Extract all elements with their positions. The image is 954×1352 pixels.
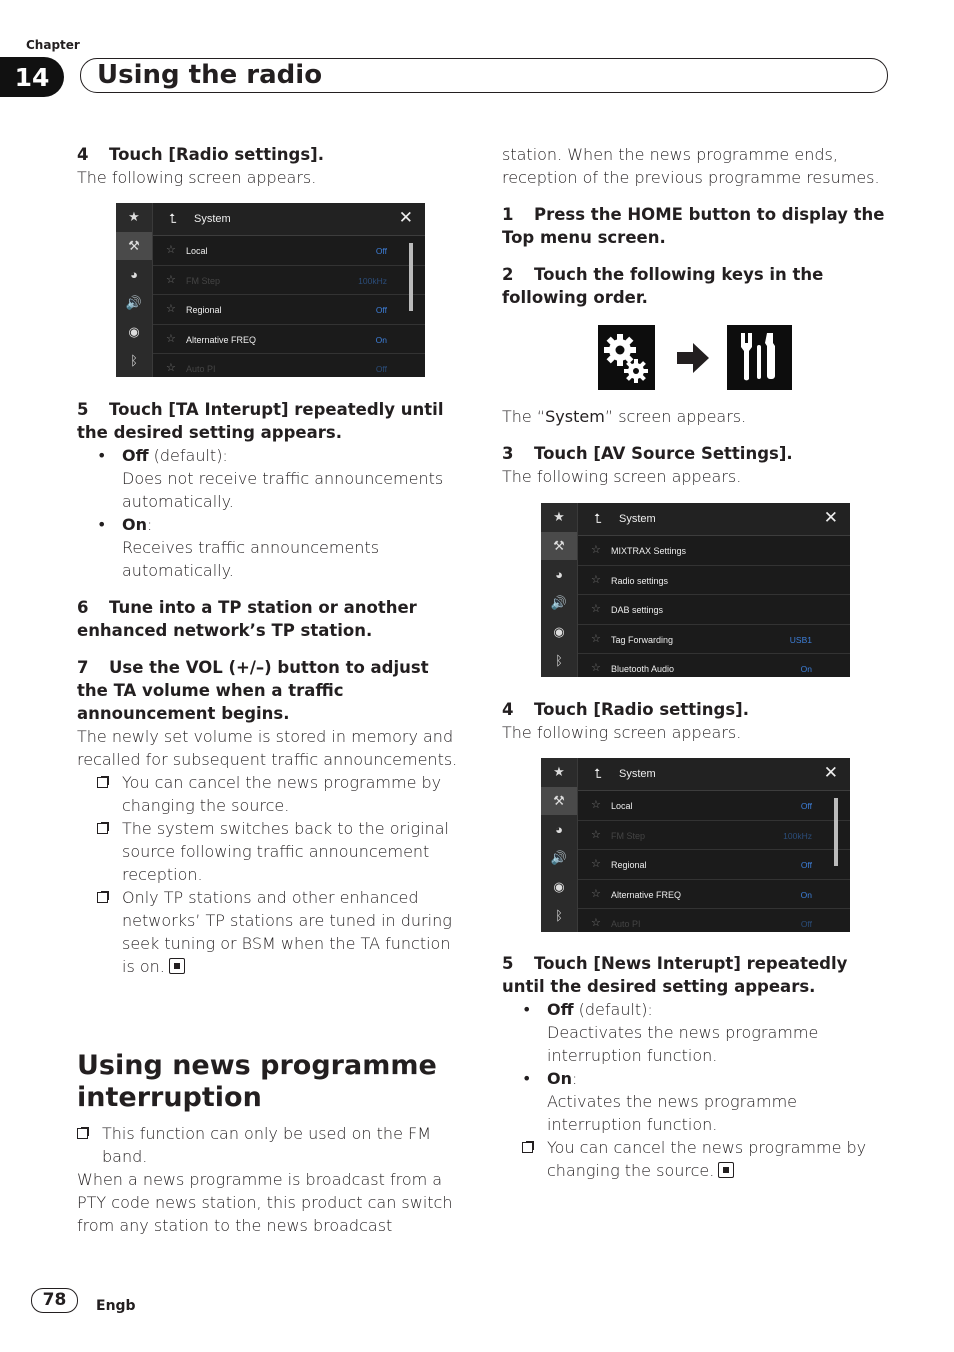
tools-icon: ⚒ xyxy=(116,232,152,261)
settings-row: ☆ Alternative FREQ On xyxy=(578,880,850,910)
star-icon: ☆ xyxy=(166,362,176,374)
note-item: The system switches back to the original source following traffic announcement reception. xyxy=(77,817,465,886)
settings-row: ☆ Tag Forwarding USB1 xyxy=(578,625,850,655)
palette-icon: ◕ xyxy=(555,566,563,582)
close-icon: ✕ xyxy=(398,208,413,227)
tools-icon xyxy=(727,325,792,390)
chapter-title: Using the radio xyxy=(97,60,323,90)
tools-icon: ⚒ xyxy=(541,532,577,561)
screen-sidebar xyxy=(116,203,153,377)
back-icon: ⮤ xyxy=(169,211,177,226)
star-icon: ☆ xyxy=(591,632,601,645)
settings-row: ☆ Auto PI Off xyxy=(153,354,425,377)
screen-title: System xyxy=(619,513,656,525)
settings-row: ☆ Regional Off xyxy=(578,850,850,880)
speaker-icon: 🔊 xyxy=(550,595,568,611)
disc-icon: ◉ xyxy=(553,623,565,639)
note-item: Only TP stations and other enhanced networks’ TP stations are tuned in during seek tuning or BSM when the TA function is on. xyxy=(77,886,465,978)
radio-settings-screenshot xyxy=(116,203,425,377)
settings-row: ☆ Radio settings xyxy=(578,566,850,596)
note-item: You can cancel the news programme by changing the source. xyxy=(502,1136,890,1182)
bullet-item: • On: xyxy=(522,1069,578,1088)
settings-row: ☆ Local Off xyxy=(578,791,850,821)
step-heading: 1 Press the HOME button to display the Top menu screen. xyxy=(502,205,885,247)
step-heading: 4 Touch [Radio settings]. xyxy=(502,700,749,719)
bullet-item: • Off (default): xyxy=(97,446,228,465)
star-icon: ☆ xyxy=(591,603,601,615)
settings-row: ☆ Regional Off xyxy=(153,295,425,325)
bullet-item: • Off (default): xyxy=(522,1000,653,1019)
star-icon: ☆ xyxy=(166,273,176,286)
section-body: When a news programme is broadcast from a PTY code news station, this product can switch from any station to the news broadcast xyxy=(77,1170,453,1235)
left-column-section xyxy=(77,1050,465,1237)
star-icon: ☆ xyxy=(591,544,601,556)
screen-sidebar xyxy=(541,503,578,677)
settings-row: ☆ DAB settings xyxy=(578,595,850,625)
back-icon: ⮤ xyxy=(594,511,602,526)
end-mark-icon xyxy=(169,958,185,974)
close-icon: ✕ xyxy=(823,763,838,782)
star-icon: ★ xyxy=(128,209,140,225)
settings-row: ☆ FM Step 100kHz xyxy=(578,821,850,851)
star-icon: ☆ xyxy=(591,662,601,674)
page-language: Engb xyxy=(96,1298,136,1314)
star-icon: ☆ xyxy=(591,573,601,586)
bullet-desc: Does not receive traffic announcements automatically. xyxy=(122,469,444,511)
star-icon: ☆ xyxy=(591,887,601,900)
speaker-icon: 🔊 xyxy=(125,295,143,311)
step-heading: 4 Touch [Radio settings]. xyxy=(77,145,324,164)
page-number: 78 xyxy=(31,1288,78,1313)
star-icon: ☆ xyxy=(166,244,176,256)
speaker-icon: 🔊 xyxy=(550,850,568,866)
right-column-top xyxy=(502,143,890,309)
step-heading: 2 Touch the following keys in the following order. xyxy=(502,265,824,307)
system-screen-line: The “System” screen appears. xyxy=(502,407,747,426)
bullet-desc: Activates the news programme interruption function. xyxy=(547,1092,797,1134)
star-icon: ☆ xyxy=(166,332,176,345)
note-item: This function can only be used on the FM band. xyxy=(77,1122,465,1168)
av-source-settings-screenshot xyxy=(541,503,850,677)
scrollbar xyxy=(409,243,413,311)
screen-title: System xyxy=(619,768,656,780)
settings-row: ☆ Alternative FREQ On xyxy=(153,325,425,355)
step-body: The following screen appears. xyxy=(502,467,742,486)
arrow-right-icon xyxy=(677,343,709,373)
palette-icon: ◕ xyxy=(130,266,138,282)
right-column-step4 xyxy=(502,698,890,744)
disc-icon: ◉ xyxy=(128,323,140,339)
step-body: The following screen appears. xyxy=(77,168,317,187)
star-icon: ☆ xyxy=(591,858,601,870)
palette-icon: ◕ xyxy=(555,821,563,837)
back-icon: ⮤ xyxy=(594,766,602,781)
bluetooth-icon: ᛒ xyxy=(555,907,563,923)
left-column-main xyxy=(77,398,465,978)
step-heading: 7 Use the VOL (+/–) button to adjust the TA volume when a traffic announcement begins. xyxy=(77,658,429,723)
section-heading: Using news programme interruption xyxy=(77,1050,437,1113)
chapter-number: 14 xyxy=(0,57,64,97)
settings-row: ☆ Bluetooth Audio On xyxy=(578,654,850,677)
settings-gear-icon xyxy=(598,325,655,390)
screen-header xyxy=(153,203,425,236)
right-column-middle xyxy=(502,405,890,488)
step-heading: 3 Touch [AV Source Settings]. xyxy=(502,444,793,463)
screen-header xyxy=(578,758,850,791)
chapter-label: Chapter xyxy=(26,38,80,52)
continued-text: station. When the news programme ends, reception of the previous programme resumes. xyxy=(502,145,880,187)
end-mark-icon xyxy=(718,1162,734,1178)
settings-row: ☆ MIXTRAX Settings xyxy=(578,536,850,566)
left-column-top xyxy=(77,143,465,189)
star-icon: ☆ xyxy=(591,828,601,841)
right-column-bottom xyxy=(502,952,890,1182)
screen-sidebar xyxy=(541,758,578,932)
note-item: You can cancel the news programme by changing the source. xyxy=(77,771,465,817)
star-icon: ★ xyxy=(553,509,565,525)
close-icon: ✕ xyxy=(823,508,838,527)
screen-title: System xyxy=(194,213,231,225)
step-body: The newly set volume is stored in memory and recalled for subsequent traffic announcements. xyxy=(77,727,458,769)
screen-header xyxy=(578,503,850,536)
bullet-desc: Deactivates the news programme interruption function. xyxy=(547,1023,819,1065)
star-icon: ☆ xyxy=(591,917,601,929)
step-heading: 5 Touch [TA Interupt] repeatedly until the desired setting appears. xyxy=(77,400,444,442)
step-heading: 6 Tune into a TP station or another enhanced network’s TP station. xyxy=(77,598,417,640)
settings-row: ☆ Local Off xyxy=(153,236,425,266)
radio-settings-screenshot xyxy=(541,758,850,932)
step-heading: 5 Touch [News Interupt] repeatedly until the desired setting appears. xyxy=(502,954,848,996)
bullet-item: • On: xyxy=(97,515,153,534)
star-icon: ☆ xyxy=(166,303,176,315)
star-icon: ★ xyxy=(553,764,565,780)
tools-icon: ⚒ xyxy=(541,787,577,816)
disc-icon: ◉ xyxy=(553,878,565,894)
step-body: The following screen appears. xyxy=(502,723,742,742)
bullet-desc: Receives traffic announcements automatically. xyxy=(122,538,380,580)
scrollbar xyxy=(834,798,838,866)
settings-row: ☆ FM Step 100kHz xyxy=(153,266,425,296)
settings-row: ☆ Auto PI Off xyxy=(578,909,850,932)
star-icon: ☆ xyxy=(591,799,601,811)
bluetooth-icon: ᛒ xyxy=(555,652,563,668)
bluetooth-icon: ᛒ xyxy=(130,352,138,368)
